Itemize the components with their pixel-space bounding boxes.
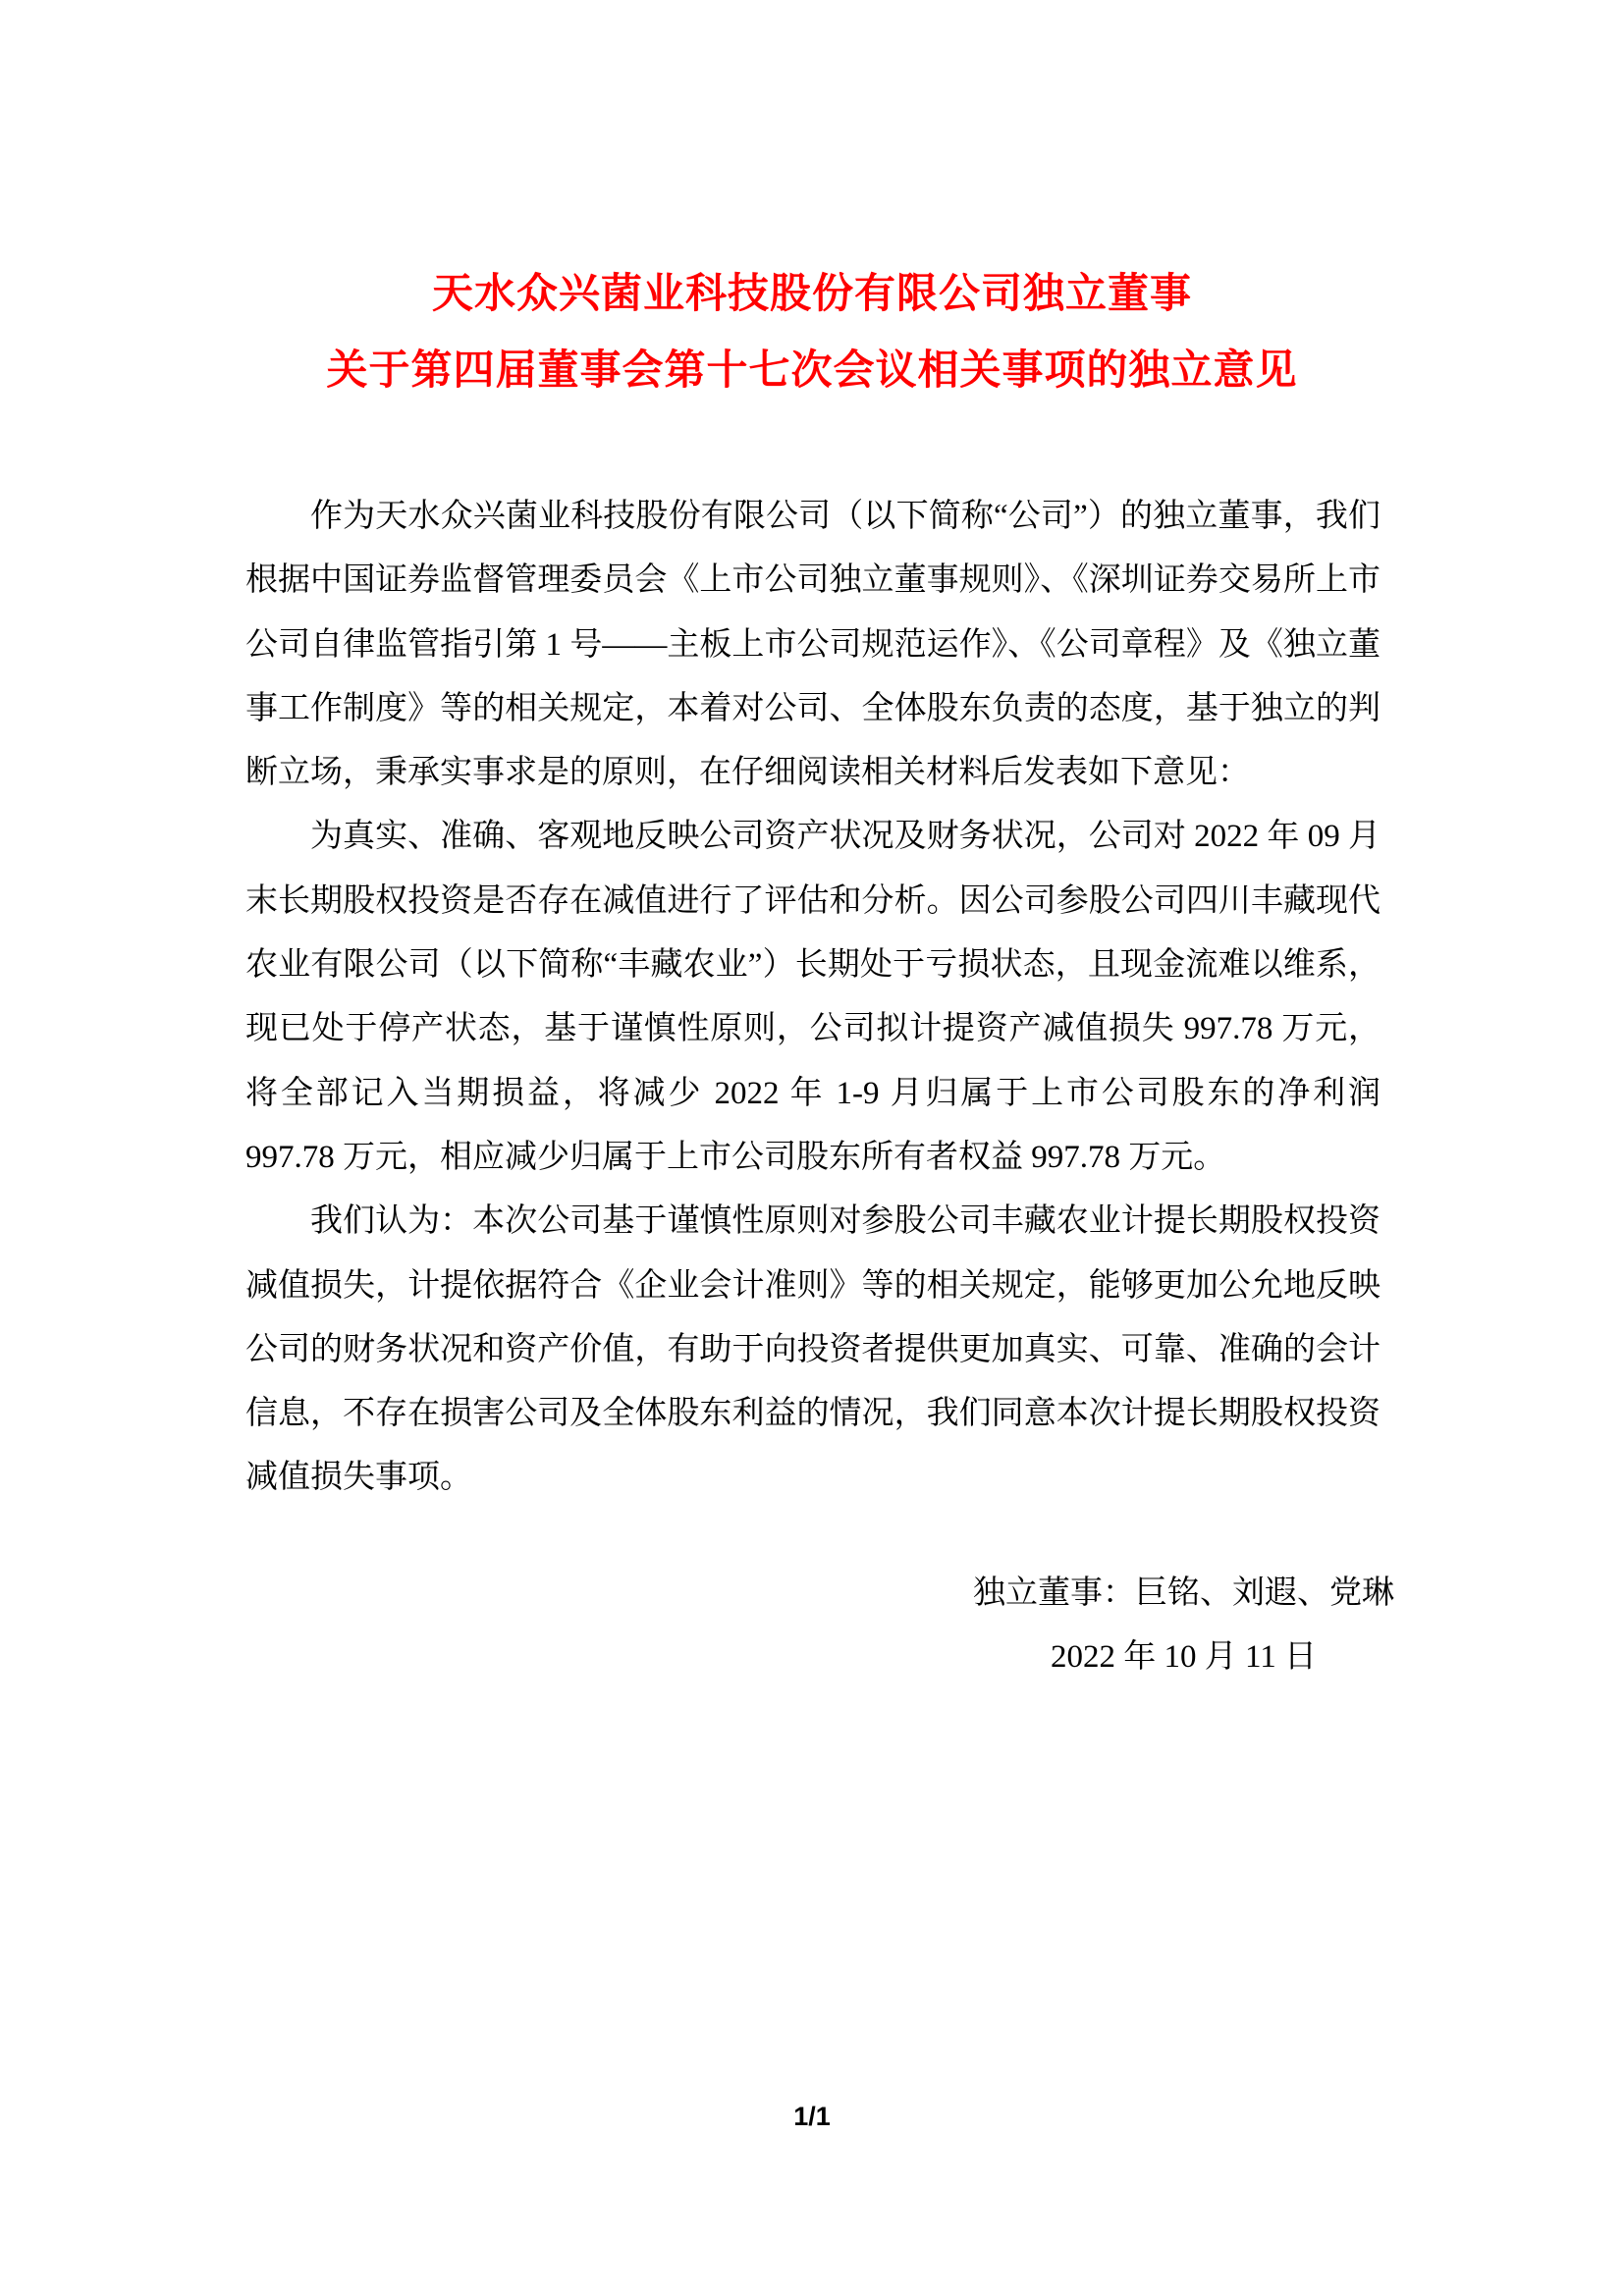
date-line: 2022 年 10 月 11 日	[1050, 1639, 1318, 1676]
page-number: 1/1	[793, 2102, 831, 2131]
body-paragraph: 作为天水众兴菌业科技股份有限公司（以下简称“公司”）的独立董事，我们根据中国证券监督管理委员会《上市公司独立董事规则》、《深圳证券交易所上市公司自律监管指引第 1 号——主板上市公司规范运作》、《公司章程》及《独立董事工作制度》等的相关规定，本着对公司、全体股东负责的态度，基于独立的判断立场，秉承实事求是的原则，在仔细阅读相关材料后发表如下意见：	[245, 499, 1380, 791]
body-paragraph: 我们认为：本次公司基于谨慎性原则对参股公司丰藏农业计提长期股权投资减值损失，计提依据符合《企业会计准则》等的相关规定，能够更加公允地反映公司的财务状况和资产价值，有助于向投资者提供更加真实、可靠、准确的会计信息，不存在损害公司及全体股东利益的情况，我们同意本次计提长期股权投资减值损失事项。	[245, 1203, 1380, 1496]
title-line-1: 天水众兴菌业科技股份有限公司独立董事	[431, 272, 1192, 317]
document-body	[245, 485, 1380, 1511]
signature-block	[973, 1562, 1394, 1690]
title-line-2: 关于第四届董事会第十七次会议相关事项的独立意见	[326, 348, 1298, 394]
body-paragraph: 为真实、准确、客观地反映公司资产状况及财务状况，公司对 2022 年 09 月末长期股权投资是否存在减值进行了评估和分析。因公司参股公司四川丰藏现代农业有限公司（以下简称“丰藏农业”）长期处于亏损状态，且现金流难以维系，现已处于停产状态，基于谨慎性原则，公司拟计提资产减值损失 997.78 万元，将全部记入当期损益，将减少 2022 年 1-9 月归属于上市公司股东的净利润 997.78 万元，相应减少归属于上市公司股东所有者权益 997.78 万元。	[245, 819, 1380, 1175]
signature-line: 独立董事：巨铭、刘遐、党琳	[973, 1575, 1394, 1611]
document-title	[123, 256, 1501, 409]
